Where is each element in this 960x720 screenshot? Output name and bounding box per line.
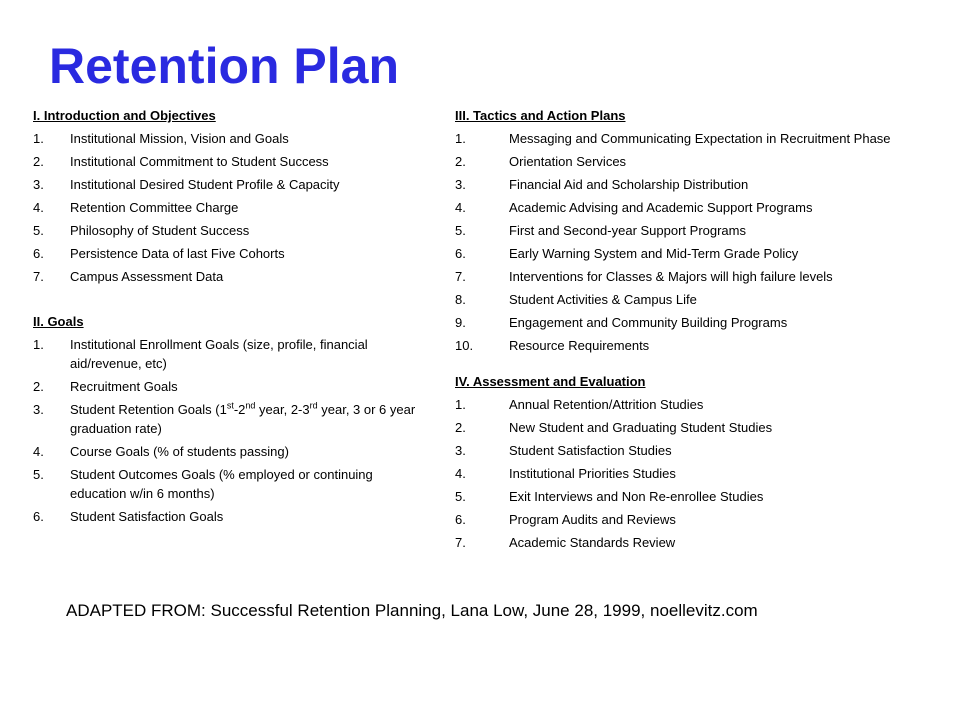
list-item: [455, 485, 945, 508]
list-item: [33, 127, 423, 150]
list-item: [455, 439, 945, 462]
item-number: 4.: [33, 200, 44, 215]
item-text: Financial Aid and Scholarship Distribution: [509, 177, 749, 192]
list-item: [455, 393, 945, 416]
list-item: [455, 173, 945, 196]
item-text: Recruitment Goals: [70, 379, 178, 394]
item-number: 7.: [33, 269, 44, 284]
item-number: 3.: [33, 177, 44, 192]
item-number: 3.: [455, 443, 466, 458]
section-heading-tactics: III. Tactics and Action Plans: [455, 108, 626, 123]
item-number: 8.: [455, 292, 466, 307]
list-item: [33, 335, 423, 373]
item-text: Student Satisfaction Studies: [509, 443, 672, 458]
item-text: Annual Retention/Attrition Studies: [509, 397, 704, 412]
item-number: 7.: [455, 535, 466, 550]
list-item: [33, 265, 423, 288]
item-text: Institutional Commitment to Student Success: [70, 154, 329, 169]
item-text: Institutional Enrollment Goals (size, profile, financial aid/revenue, etc): [70, 337, 368, 371]
list-item: [455, 265, 945, 288]
item-number: 1.: [33, 337, 44, 352]
list-item: [455, 462, 945, 485]
item-number: 6.: [455, 512, 466, 527]
item-number: 2.: [33, 154, 44, 169]
list-item: [455, 127, 945, 150]
item-text: Persistence Data of last Five Cohorts: [70, 246, 285, 261]
item-number: 2.: [455, 154, 466, 169]
section-spacer: [455, 357, 945, 370]
section-heading-assessment: IV. Assessment and Evaluation: [455, 374, 646, 389]
list-item: [455, 508, 945, 531]
item-text: First and Second-year Support Programs: [509, 223, 746, 238]
list-item: [33, 465, 423, 503]
item-number: 2.: [33, 379, 44, 394]
item-number: 1.: [33, 131, 44, 146]
item-text: Institutional Mission, Vision and Goals: [70, 131, 289, 146]
item-text: Student Retention Goals (1st-2nd year, 2-3rd year, 3 or 6 year graduation rate): [70, 400, 416, 436]
item-text: Academic Standards Review: [509, 535, 676, 550]
item-number: 5.: [455, 489, 466, 504]
item-text: Philosophy of Student Success: [70, 223, 250, 238]
item-number: 4.: [455, 200, 466, 215]
item-number: 4.: [33, 444, 44, 459]
list-item: [33, 505, 423, 528]
item-text: Student Activities & Campus Life: [509, 292, 697, 307]
list-item: [33, 173, 423, 196]
item-number: 10.: [455, 338, 474, 353]
left-column: [33, 104, 423, 528]
list-item: [33, 150, 423, 173]
item-number: 1.: [455, 131, 466, 146]
section-heading-introduction: I. Introduction and Objectives: [33, 108, 216, 123]
item-number: 3.: [33, 402, 44, 417]
item-text: Messaging and Communicating Expectation in Recruitment Phase: [509, 131, 891, 146]
slide-title: Retention Plan: [49, 38, 400, 94]
list-item: [455, 288, 945, 311]
list-item: [455, 196, 945, 219]
item-number: 4.: [455, 466, 466, 481]
list-item: [455, 219, 945, 242]
item-text: Retention Committee Charge: [70, 200, 239, 215]
item-text: Interventions for Classes & Majors will high failure levels: [509, 269, 833, 284]
item-number: 3.: [455, 177, 466, 192]
list-item: [455, 150, 945, 173]
item-text: Engagement and Community Building Programs: [509, 315, 788, 330]
item-text: Early Warning System and Mid-Term Grade Policy: [509, 246, 799, 261]
source-attribution: ADAPTED FROM: Successful Retention Planning, Lana Low, June 28, 1999, noellevitz.com: [66, 601, 758, 620]
item-number: 5.: [455, 223, 466, 238]
item-number: 6.: [33, 246, 44, 261]
section-spacer: [33, 288, 423, 310]
item-text: Student Satisfaction Goals: [70, 509, 224, 524]
item-text: Orientation Services: [509, 154, 627, 169]
list-item: [33, 440, 423, 463]
list-item: [455, 311, 945, 334]
item-text: Student Outcomes Goals (% employed or continuing education w/in 6 months): [70, 467, 373, 501]
list-item: [455, 334, 945, 357]
list-item: [455, 531, 945, 554]
item-number: 7.: [455, 269, 466, 284]
item-number: 5.: [33, 223, 44, 238]
right-column: [455, 104, 945, 554]
list-item: [33, 196, 423, 219]
item-text: Institutional Desired Student Profile & Capacity: [70, 177, 340, 192]
item-number: 6.: [33, 509, 44, 524]
item-text: Institutional Priorities Studies: [509, 466, 676, 481]
list-item: [455, 242, 945, 265]
list-item: [33, 400, 423, 438]
item-number: 2.: [455, 420, 466, 435]
item-text: Exit Interviews and Non Re-enrollee Studies: [509, 489, 764, 504]
item-number: 5.: [33, 467, 44, 482]
item-text: Campus Assessment Data: [70, 269, 224, 284]
list-item: [33, 375, 423, 398]
item-text: Academic Advising and Academic Support Programs: [509, 200, 813, 215]
section-heading-goals: II. Goals: [33, 314, 84, 329]
list-item: [33, 242, 423, 265]
item-number: 1.: [455, 397, 466, 412]
item-text: Program Audits and Reviews: [509, 512, 676, 527]
item-text: New Student and Graduating Student Studies: [509, 420, 773, 435]
item-number: 6.: [455, 246, 466, 261]
item-text: Course Goals (% of students passing): [70, 444, 289, 459]
list-item: [33, 219, 423, 242]
list-item: [455, 416, 945, 439]
item-number: 9.: [455, 315, 466, 330]
item-text: Resource Requirements: [509, 338, 650, 353]
